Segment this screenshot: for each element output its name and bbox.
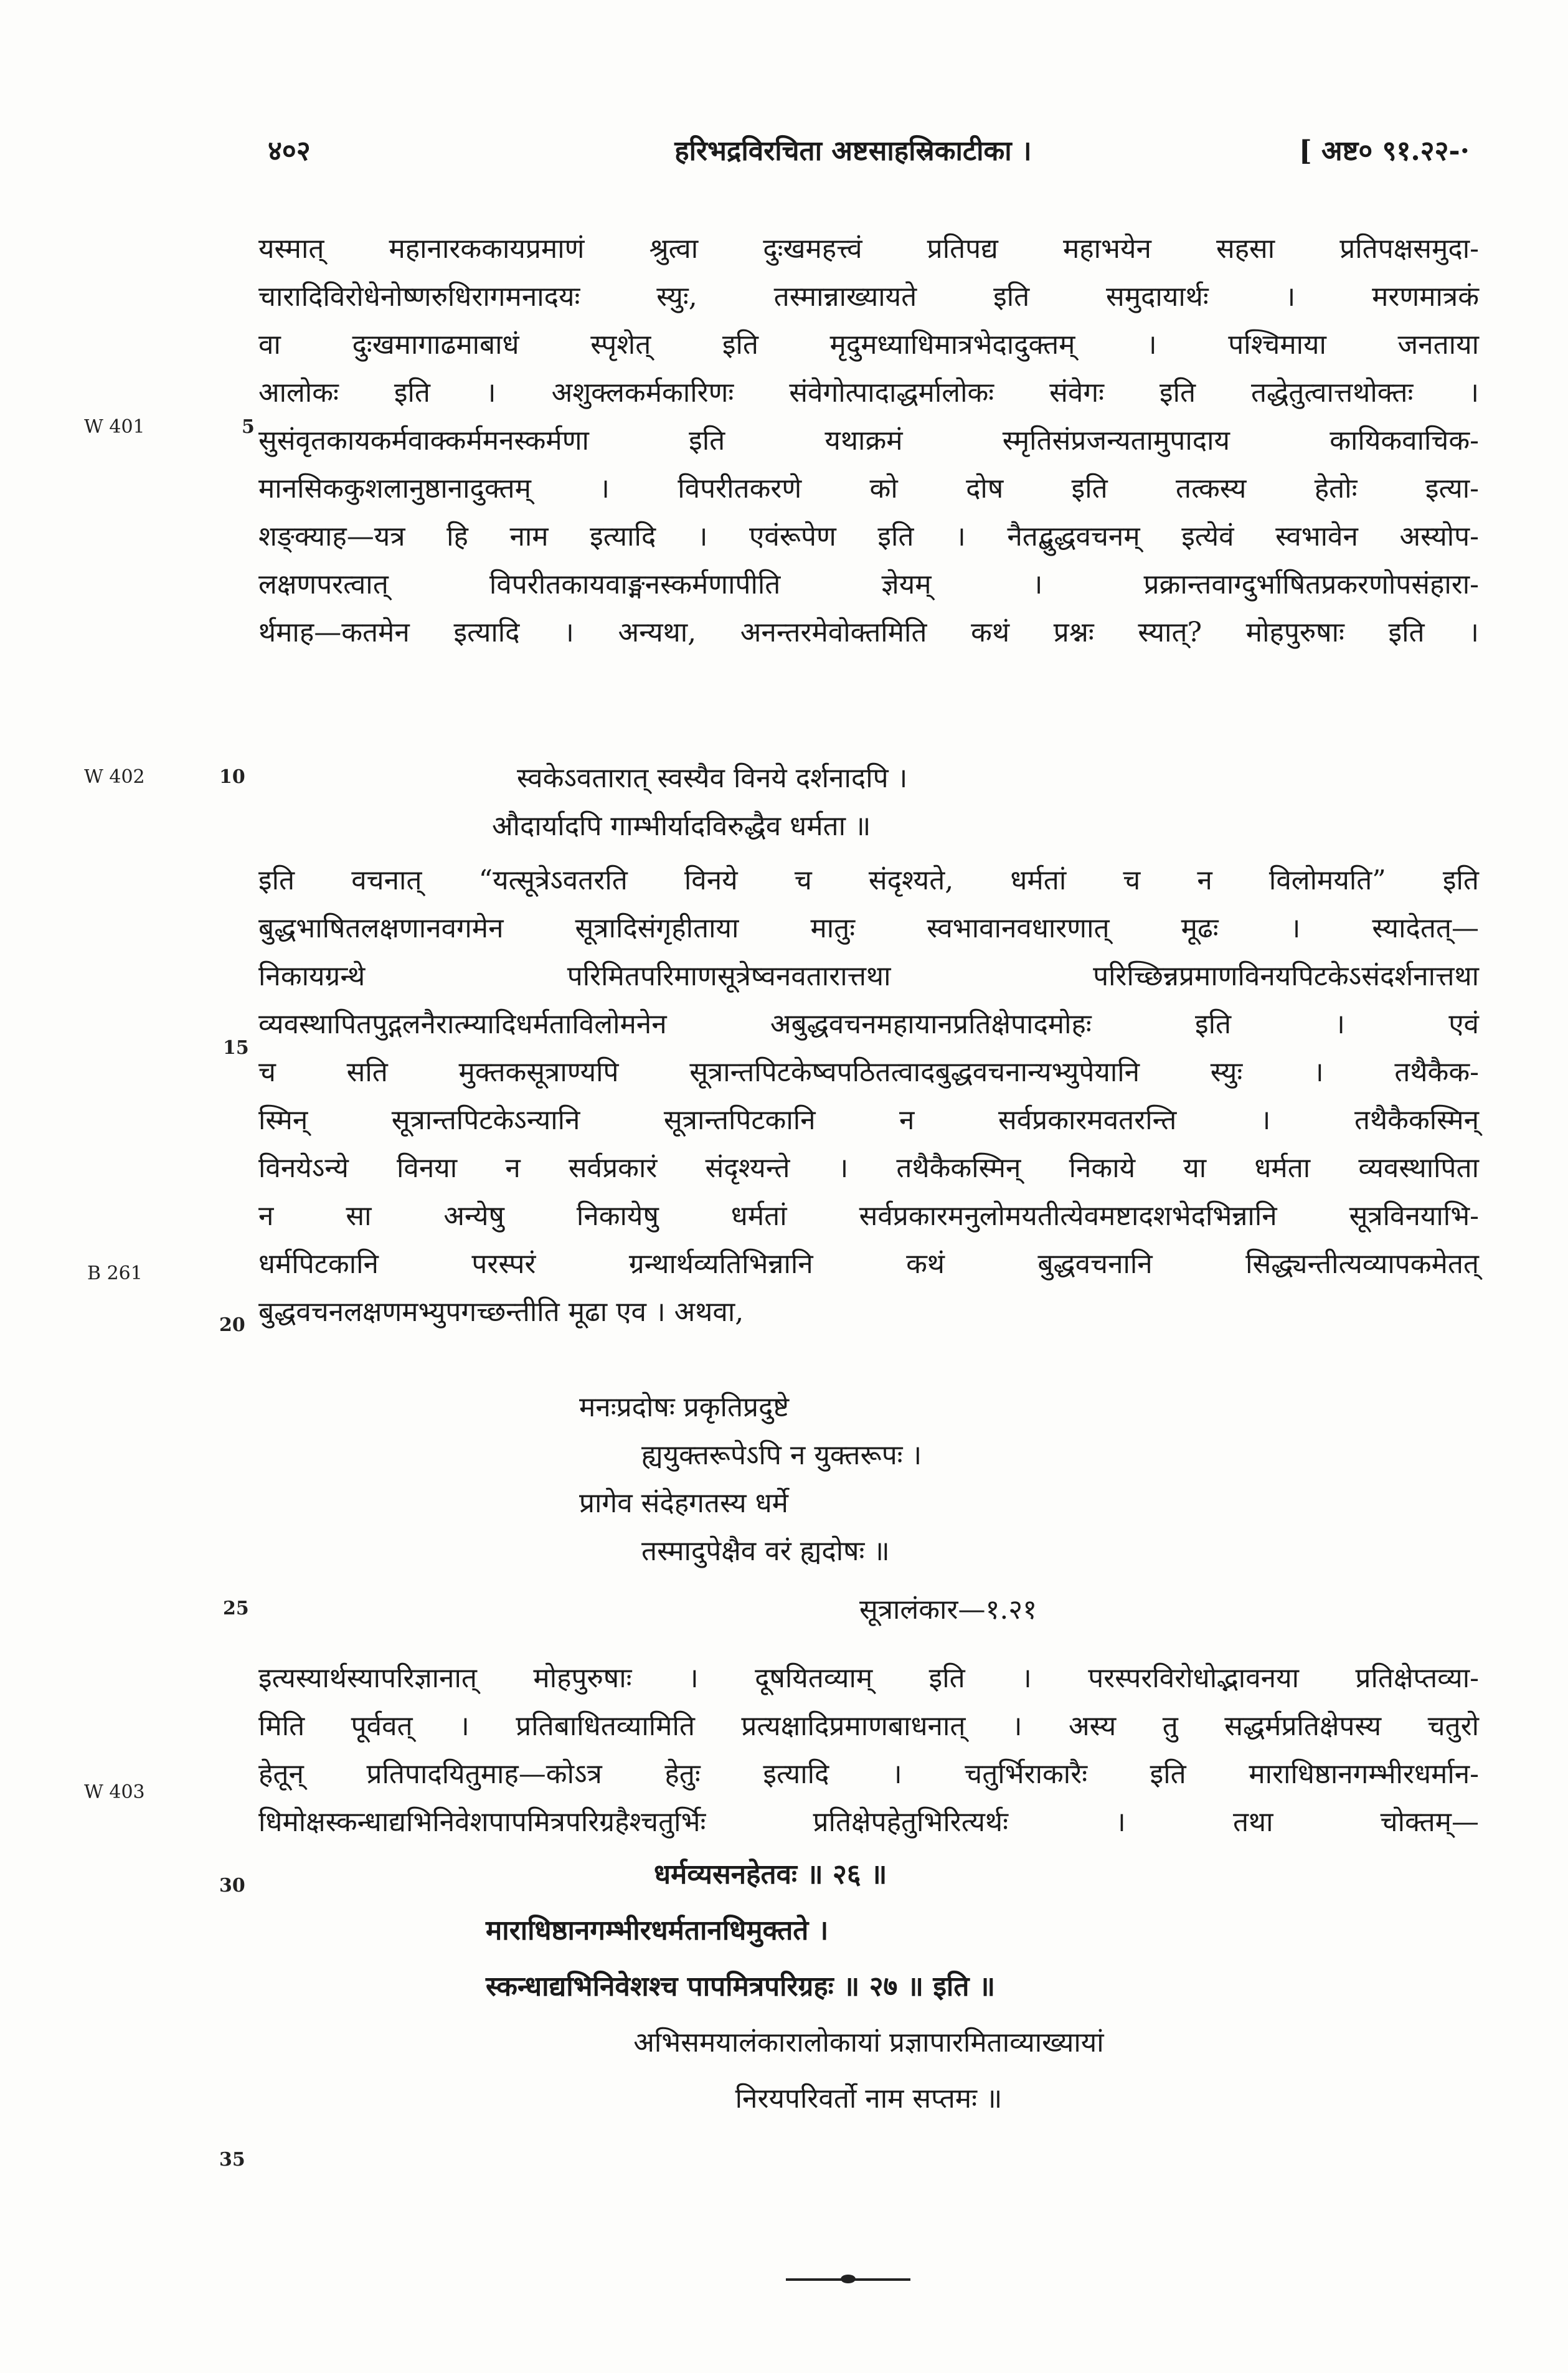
line-number: 5 bbox=[242, 416, 255, 438]
margin-ref: B 261 bbox=[87, 1262, 143, 1284]
text-line: आलोकः इति । अशुक्लकर्मकारिणः संवेगोत्पादाद्धर्मालोकः संवेगः इति तद्धेतुत्वात्तथोक्तः । bbox=[258, 377, 1479, 409]
text-line: बुद्धवचनलक्षणमभ्युपगच्छन्तीति मूढा एव । अथवा, bbox=[258, 1296, 744, 1328]
text-line: व्यवस्थापितपुद्गलनैरात्म्यादिधर्मताविलोमनेन अबुद्धवचनमहायानप्रतिक्षेपादमोहः इति । एवं bbox=[258, 1008, 1479, 1040]
text-line: सुसंवृतकायकर्मवाक्कर्ममनस्कर्मणा इति यथाक्रमं स्मृतिसंप्रजन्यतामुपादाय कायिकवाचिक- bbox=[258, 425, 1479, 457]
text-line: र्थमाह—कतमेन इत्यादि । अन्यथा, अनन्तरमेवोक्तमिति कथं प्रश्नः स्यात्? मोहपुरुषाः इति । bbox=[258, 617, 1479, 648]
page-header bbox=[268, 131, 1470, 187]
text-line: शङ्क्याह—यत्र हि नाम इत्यादि । एवंरूपेण इति । नैतद्बुद्धवचनम् इत्येवं स्वभावेन अस्योप- bbox=[258, 521, 1479, 552]
margin-ref: W 402 bbox=[84, 766, 145, 788]
verse-line: स्कन्धाद्यभिनिवेशश्च पापमित्रपरिग्रहः ॥ २७ ॥ इति ॥ bbox=[486, 1971, 996, 2002]
text-line: इत्यस्यार्थस्यापरिज्ञानात् मोहपुरुषाः । दूषयितव्याम् इति । परस्परविरोधोद्भावनया प्रतिक्षेप्तव्या- bbox=[258, 1662, 1479, 1694]
line-number: 10 bbox=[219, 766, 245, 788]
margin-ref: W 403 bbox=[84, 1781, 145, 1803]
text-line: च सति मुक्तकसूत्राण्यपि सूत्रान्तपिटकेष्वपठितत्वादबुद्धवचनान्यभ्युपेयानि स्युः । तथैकैक- bbox=[258, 1056, 1479, 1088]
verse-line: ह्ययुक्तरूपेऽपि न युक्तरूपः । bbox=[641, 1439, 922, 1471]
text-line: वा दुःखमागाढमाबाधं स्पृशेत् इति मृदुमध्याधिमात्रभेदादुक्तम् । पश्चिमाया जनताया bbox=[258, 329, 1479, 361]
text-line: निकायग्रन्थे परिमितपरिमाणसूत्रेष्वनवतारात्तथा परिच्छिन्नप्रमाणविनयपिटकेऽसंदर्शनात्तथा bbox=[258, 960, 1479, 992]
text-line: स्मिन् सूत्रान्तपिटकेऽन्यानि सूत्रान्तपिटकानि न सर्वप्रकारमवतरन्ति । तथैकैकस्मिन् bbox=[258, 1104, 1479, 1136]
verse-line: प्रागेव संदेहगतस्य धर्मे bbox=[579, 1487, 788, 1519]
end-ornament-rule bbox=[786, 2278, 910, 2281]
colophon-line: निरयपरिवर्तो नाम सप्तमः ॥ bbox=[735, 2083, 1003, 2115]
text-line: चारादिविरोधेनोष्णरुधिरागमनादयः स्युः, तस्मान्नाख्यायते इति समुदायार्थः । मरणमात्रकं bbox=[258, 281, 1479, 313]
text-line: मानसिककुशलानुष्ठानादुक्तम् । विपरीतकरणे को दोष इति तत्कस्य हेतोः इत्या- bbox=[258, 473, 1479, 504]
section-reference: [ अष्ट० ९१.२२-· bbox=[1298, 135, 1470, 167]
text-line: मिति पूर्ववत् । प्रतिबाधितव्यामिति प्रत्यक्षादिप्रमाणबाधनात् । अस्य तु सद्धर्मप्रतिक्षेपस्य चतुरो bbox=[258, 1710, 1479, 1742]
verse-line: धर्मव्यसनहेतवः ॥ २६ ॥ bbox=[654, 1859, 887, 1890]
verse-line: मनःप्रदोषः प्रकृतिप्रदुष्टे bbox=[579, 1391, 790, 1423]
text-line: धर्मपिटकानि परस्परं ग्रन्थार्थव्यतिभिन्नानि कथं बुद्धवचनानि सिद्ध्यन्तीत्यव्यापकमेतत् bbox=[258, 1248, 1479, 1280]
page-number: ४०२ bbox=[268, 135, 311, 167]
line-number: 35 bbox=[219, 2149, 245, 2171]
line-number: 30 bbox=[219, 1875, 245, 1897]
verse-line: तस्मादुपेक्षैव वरं ह्यदोषः ॥ bbox=[641, 1535, 890, 1567]
text-line: लक्षणपरत्वात् विपरीतकायवाङ्मनस्कर्मणापीति ज्ञेयम् । प्रक्रान्तवाग्दुर्भाषितप्रकरणोपसंहारा- bbox=[258, 569, 1479, 600]
text-line: विनयेऽन्ये विनया न सर्वप्रकारं संदृश्यन्ते । तथैकैकस्मिन् निकाये या धर्मता व्यवस्थापिता bbox=[258, 1152, 1479, 1184]
running-title: हरिभद्रविरचिता अष्टसाहस्रिकाटीका । bbox=[674, 135, 1032, 167]
text-line: धिमोक्षस्कन्धाद्यभिनिवेशपापमित्रपरिग्रहैश्चतुर्भिः प्रतिक्षेपहेतुभिरित्यर्थः । तथा चोक्तम्— bbox=[258, 1806, 1479, 1838]
line-number: 15 bbox=[223, 1037, 249, 1059]
text-line: न सा अन्येषु निकायेषु धर्मतां सर्वप्रकारमनुलोमयतीत्येवमष्टादशभेदभिन्नानि सूत्रविनयाभि- bbox=[258, 1200, 1479, 1232]
text-line: यस्मात् महानारककायप्रमाणं श्रुत्वा दुःखमहत्त्वं प्रतिपद्य महाभयेन सहसा प्रतिपक्षसमुदा- bbox=[258, 233, 1479, 265]
line-number: 25 bbox=[223, 1598, 249, 1619]
margin-ref: W 401 bbox=[84, 416, 145, 438]
verse-line: स्वकेऽवतारात् स्वस्यैव विनये दर्शनादपि । bbox=[517, 762, 908, 794]
colophon-line: अभिसमयालंकारालोकायां प्रज्ञापारमिताव्याख्यायां bbox=[633, 2027, 1104, 2058]
verse-source: सूत्रालंकार—१.२१ bbox=[859, 1594, 1037, 1626]
verse-line: औदार्यादपि गाम्भीर्यादविरुद्धैव धर्मता ॥ bbox=[492, 810, 871, 842]
text-line: इति वचनात् “यत्सूत्रेऽवतरति विनये च संदृश्यते, धर्मतां च न विलोमयति” इति bbox=[258, 864, 1479, 896]
text-line: हेतून् प्रतिपादयितुमाह—कोऽत्र हेतुः इत्यादि । चतुर्भिराकारैः इति माराधिष्ठानगम्भीरधर्मान- bbox=[258, 1758, 1479, 1790]
verse-line: माराधिष्ठानगम्भीरधर्मतानधिमुक्तते । bbox=[486, 1915, 829, 1946]
text-line: बुद्धभाषितलक्षणानवगमेन सूत्रादिसंगृहीताया मातुः स्वभावानवधारणात् मूढः । स्यादेतत्— bbox=[258, 912, 1479, 944]
line-number: 20 bbox=[219, 1314, 245, 1336]
